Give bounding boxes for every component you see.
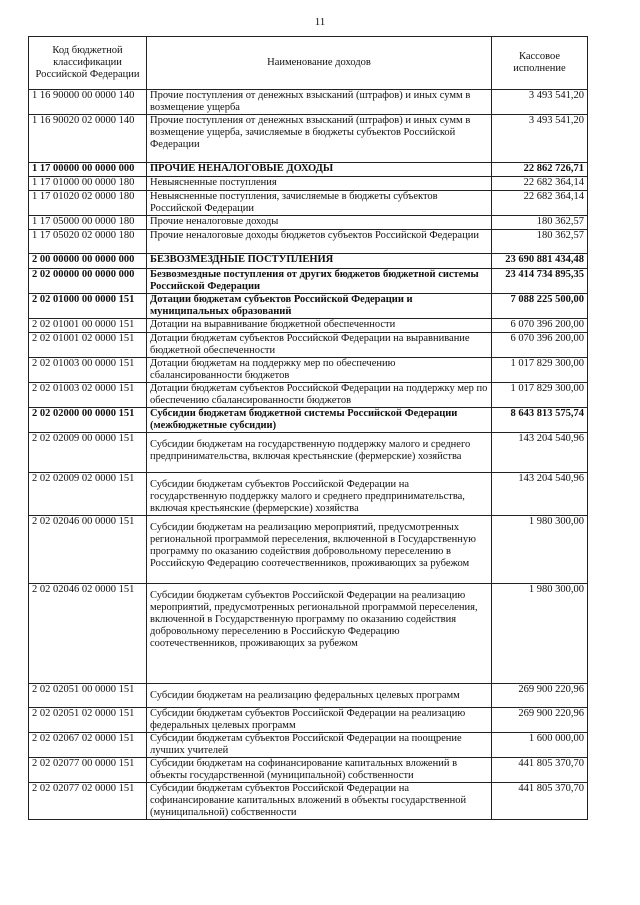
table-row [29, 90, 588, 115]
row-name: Субсидии бюджетам на софинансирование капитальных вложений в объекты государственной (муниципальной) собственности [147, 758, 492, 783]
row-name: Дотации бюджетам субъектов Российской Федерации и муниципальных образований [147, 294, 492, 319]
row-code: 2 02 01001 00 0000 151 [29, 319, 147, 333]
row-code: 2 02 01000 00 0000 151 [29, 294, 147, 319]
table-body [29, 90, 588, 820]
row-amount: 23 690 881 434,48 [492, 254, 588, 269]
row-amount: 3 493 541,20 [492, 90, 588, 115]
row-amount: 3 493 541,20 [492, 115, 588, 163]
row-name: Прочие поступления от денежных взысканий (штрафов) и иных сумм в возмещение ущерба, зачисляемые в бюджеты субъектов Российской Федерации [147, 115, 492, 163]
row-code: 2 02 02009 00 0000 151 [29, 433, 147, 473]
row-name: Субсидии бюджетам субъектов Российской Федерации на софинансирование капитальных вложений в объекты государственной (муниципальной) собственности [147, 783, 492, 820]
row-code: 2 02 01003 00 0000 151 [29, 358, 147, 383]
row-amount: 7 088 225 500,00 [492, 294, 588, 319]
row-code: 1 17 00000 00 0000 000 [29, 163, 147, 177]
row-name: Субсидии бюджетам на реализацию федеральных целевых программ [147, 684, 492, 708]
row-code: 2 02 02009 02 0000 151 [29, 473, 147, 516]
table-row [29, 584, 588, 684]
row-code: 1 17 01020 02 0000 180 [29, 191, 147, 216]
row-code: 2 02 02051 00 0000 151 [29, 684, 147, 708]
row-code: 2 02 02046 00 0000 151 [29, 516, 147, 584]
row-name: Дотации бюджетам субъектов Российской Федерации на выравнивание бюджетной обеспеченности [147, 333, 492, 358]
row-code: 1 17 05000 00 0000 180 [29, 216, 147, 230]
row-code: 1 16 90020 02 0000 140 [29, 115, 147, 163]
row-name: Прочие поступления от денежных взысканий (штрафов) и иных сумм в возмещение ущерба [147, 90, 492, 115]
row-code: 2 02 02051 02 0000 151 [29, 708, 147, 733]
row-amount: 143 204 540,96 [492, 473, 588, 516]
header-amount: Кассовое исполнение [492, 37, 588, 90]
row-code: 2 02 02067 02 0000 151 [29, 733, 147, 758]
row-name: Субсидии бюджетам субъектов Российской Федерации на реализацию мероприятий, предусмотренных региональной программой переселения, включенной в Государственную программу по оказанию содействия добровольному переселению в Российскую Федерацию соотечественников, проживающих за рубежом [147, 584, 492, 684]
row-amount: 1 980 300,00 [492, 516, 588, 584]
row-amount: 1 017 829 300,00 [492, 383, 588, 408]
row-name: Дотации на выравнивание бюджетной обеспеченности [147, 319, 492, 333]
table-row [29, 163, 588, 177]
table-row [29, 358, 588, 383]
row-amount: 6 070 396 200,00 [492, 333, 588, 358]
table-row [29, 216, 588, 230]
row-amount: 441 805 370,70 [492, 783, 588, 820]
table-row [29, 269, 588, 294]
table-row [29, 733, 588, 758]
revenue-table [28, 36, 588, 820]
table-row [29, 254, 588, 269]
table-header-row [29, 37, 588, 90]
row-name: Субсидии бюджетам на реализацию мероприятий, предусмотренных региональной программой переселения, включенной в Государственную программу по оказанию содействия добровольному переселению в Российскую Федерацию соотечественников, проживающих за рубежом [147, 516, 492, 584]
row-amount: 23 414 734 895,35 [492, 269, 588, 294]
row-amount: 180 362,57 [492, 230, 588, 254]
table-row [29, 433, 588, 473]
row-name: Субсидии бюджетам бюджетной системы Российской Федерации (межбюджетные субсидии) [147, 408, 492, 433]
table-row [29, 516, 588, 584]
row-name: Дотации бюджетам субъектов Российской Федерации на поддержку мер по обеспечению сбалансированности бюджетов [147, 383, 492, 408]
row-amount: 6 070 396 200,00 [492, 319, 588, 333]
row-amount: 22 682 364,14 [492, 177, 588, 191]
row-code: 1 16 90000 00 0000 140 [29, 90, 147, 115]
row-name: Субсидии бюджетам субъектов Российской Федерации на государственную поддержку малого и среднего предпринимательства, включая крестьянские (фермерские) хозяйства [147, 473, 492, 516]
row-code: 2 02 02077 02 0000 151 [29, 783, 147, 820]
row-amount: 441 805 370,70 [492, 758, 588, 783]
table-row [29, 115, 588, 163]
table-row [29, 408, 588, 433]
table-row [29, 684, 588, 708]
table-row [29, 758, 588, 783]
row-name: Невыясненные поступления, зачисляемые в бюджеты субъектов Российской Федерации [147, 191, 492, 216]
row-amount: 1 980 300,00 [492, 584, 588, 684]
row-code: 2 02 02046 02 0000 151 [29, 584, 147, 684]
row-amount: 22 682 364,14 [492, 191, 588, 216]
page-number: 11 [314, 16, 326, 28]
row-name: Прочие неналоговые доходы [147, 216, 492, 230]
row-amount: 269 900 220,96 [492, 684, 588, 708]
row-code: 2 02 01001 02 0000 151 [29, 333, 147, 358]
row-amount: 180 362,57 [492, 216, 588, 230]
row-amount: 269 900 220,96 [492, 708, 588, 733]
row-amount: 8 643 813 575,74 [492, 408, 588, 433]
row-code: 1 17 01000 00 0000 180 [29, 177, 147, 191]
table-row [29, 708, 588, 733]
table-row [29, 383, 588, 408]
table-row [29, 230, 588, 254]
table-row [29, 783, 588, 820]
row-code: 2 02 01003 02 0000 151 [29, 383, 147, 408]
row-amount: 22 862 726,71 [492, 163, 588, 177]
row-code: 2 02 02077 00 0000 151 [29, 758, 147, 783]
table-row [29, 294, 588, 319]
row-name: Прочие неналоговые доходы бюджетов субъектов Российской Федерации [147, 230, 492, 254]
row-name: Субсидии бюджетам субъектов Российской Федерации на поощрение лучших учителей [147, 733, 492, 758]
row-amount: 143 204 540,96 [492, 433, 588, 473]
row-name: Безвозмездные поступления от других бюджетов бюджетной системы Российской Федерации [147, 269, 492, 294]
row-amount: 1 017 829 300,00 [492, 358, 588, 383]
row-name: Субсидии бюджетам на государственную поддержку малого и среднего предпринимательства, включая крестьянские (фермерские) хозяйства [147, 433, 492, 473]
row-name: Субсидии бюджетам субъектов Российской Федерации на реализацию федеральных целевых программ [147, 708, 492, 733]
table-row [29, 473, 588, 516]
row-name: Невыясненные поступления [147, 177, 492, 191]
table-row [29, 177, 588, 191]
row-amount: 1 600 000,00 [492, 733, 588, 758]
row-name: БЕЗВОЗМЕЗДНЫЕ ПОСТУПЛЕНИЯ [147, 254, 492, 269]
table-row [29, 319, 588, 333]
table-row [29, 191, 588, 216]
row-name: Дотации бюджетам на поддержку мер по обеспечению сбалансированности бюджетов [147, 358, 492, 383]
row-code: 2 02 00000 00 0000 000 [29, 269, 147, 294]
row-name: ПРОЧИЕ НЕНАЛОГОВЫЕ ДОХОДЫ [147, 163, 492, 177]
row-code: 2 02 02000 00 0000 151 [29, 408, 147, 433]
row-code: 1 17 05020 02 0000 180 [29, 230, 147, 254]
header-name: Наименование доходов [147, 37, 492, 90]
table-row [29, 333, 588, 358]
row-code: 2 00 00000 00 0000 000 [29, 254, 147, 269]
header-code: Код бюджетной классификации Российской Федерации [29, 37, 147, 90]
